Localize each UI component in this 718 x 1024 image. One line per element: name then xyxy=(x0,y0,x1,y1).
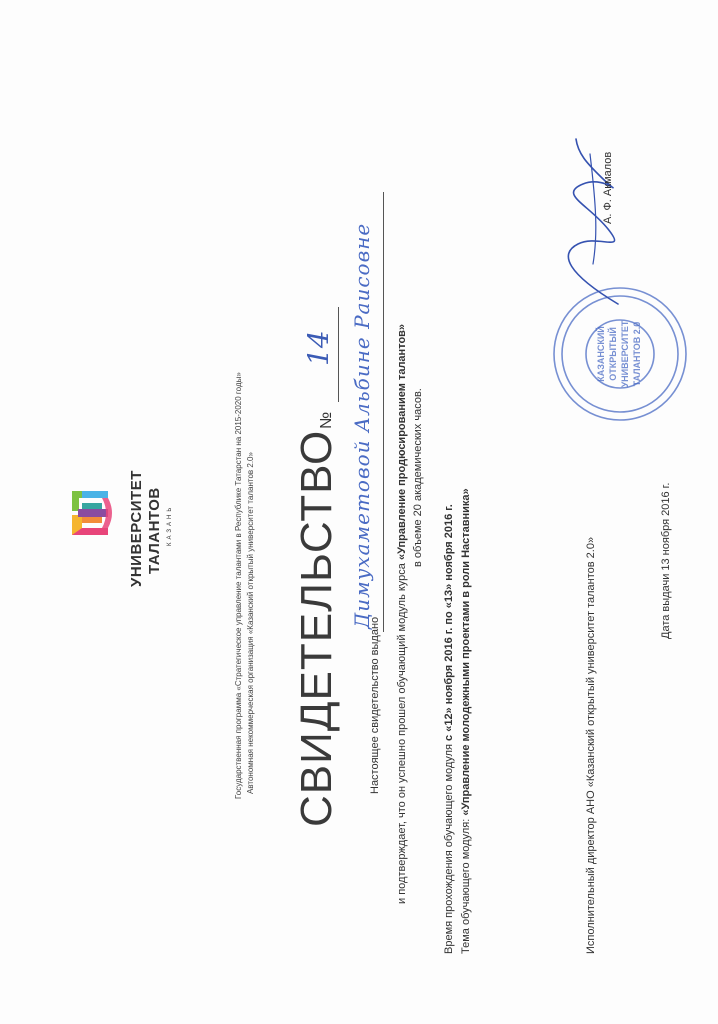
certificate-number: 14 xyxy=(302,330,335,366)
director-line: Исполнительный директор АНО «Казанский открытый университет талантов 2.0» xyxy=(585,536,597,954)
certificate-title: СВИДЕТЕЛЬСТВО xyxy=(292,429,341,827)
topic-line xyxy=(460,488,472,954)
number-underline xyxy=(338,307,339,402)
program-line: Государственная программа «Стратегическое управление талантами в Республике Татарстан на 2015-2020 годы» xyxy=(234,372,243,799)
logo-text-city: КАЗАНЬ xyxy=(167,504,173,546)
university-logo-icon xyxy=(66,489,114,537)
name-underline xyxy=(383,192,384,632)
topic-value: «Управление молодежными проектами в роли Наставника» xyxy=(460,488,472,816)
volume-line: в объеме 20 академических часов. xyxy=(412,388,424,567)
stamp-center-line-2: ОТКРЫТЫЙ xyxy=(608,327,618,381)
period-label: Время прохождения обучающего модуля xyxy=(443,740,455,954)
confirmation-line xyxy=(396,324,408,904)
period-line xyxy=(443,504,455,954)
organization-line: Автономная некоммерческая организация «Казанский открытый университет талантов 2.0» xyxy=(246,452,255,794)
course-name: «Управление продюсированием талантов» xyxy=(396,323,408,561)
confirmation-text: и подтверждает, что он успешно прошел обучающий модуль курса xyxy=(396,560,408,904)
logo-text-university: УНИВЕРСИТЕТ xyxy=(128,470,145,587)
issue-date: Дата выдачи 13 ноября 2016 г. xyxy=(660,482,672,639)
director-signature xyxy=(538,124,648,324)
topic-label: Тема обучающего модуля: xyxy=(460,815,472,954)
stamp-center-line-1: КАЗАНСКИЙ xyxy=(596,326,606,382)
stamp-center-line-3: УНИВЕРСИТЕТ xyxy=(620,320,630,388)
stamp-center-line-4: ТАЛАНТОВ 2.0 xyxy=(632,321,642,387)
issued-to-label: Настоящее свидетельство выдано xyxy=(369,616,381,794)
period-value: с «12» ноября 2016 г. по «13» ноября 2016 г. xyxy=(443,504,455,741)
director-name: А. Ф. Акмалов xyxy=(602,151,614,224)
recipient-name: Димухаметовой Альбине Раисовне xyxy=(350,222,374,629)
logo-text-talents: ТАЛАНТОВ xyxy=(146,487,163,574)
number-sign: № xyxy=(318,411,335,429)
